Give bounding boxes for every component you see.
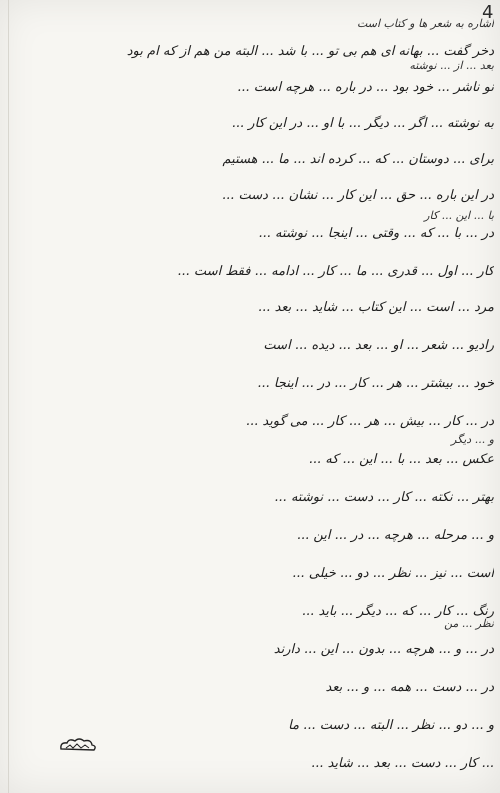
handwritten-line: در ... کار ... بیش ... هر ... کار ... می گوید ... [245, 414, 494, 429]
page-number: 4 [482, 2, 494, 23]
handwritten-line: رنگ ... کار ... که ... دیگر ... باید ... [301, 604, 494, 619]
margin-note: نظر ... من [444, 617, 494, 630]
handwritten-line: عکس ... بعد ... با ... این ... که ... [308, 452, 494, 467]
cloud-doodle-icon [58, 736, 98, 754]
handwritten-line: کار ... اول ... قدری ... ما ... کار ... ادامه ... فقط است ... [177, 264, 494, 279]
handwritten-line: در ... با ... که ... وقتی ... اینجا ... نوشته ... [258, 226, 494, 241]
handwritten-line: در این باره ... حق ... این کار ... نشان ... دست ... [221, 188, 494, 203]
handwritten-line: ... کار ... دست ... بعد ... شاید ... [311, 756, 494, 771]
margin-note: بعد ... از ... نوشته [409, 59, 494, 72]
handwritten-text-block [10, 6, 494, 788]
page-margin-rule [8, 0, 9, 793]
handwritten-line: مرد ... است ... این کتاب ... شاید ... بعد ... [258, 300, 494, 315]
handwritten-line: و ... دو ... نظر ... البته ... دست ... ما [288, 718, 494, 733]
handwritten-line: نو ناشر ... خود بود ... در باره ... هرچه است ... [237, 80, 494, 95]
handwritten-line: به نوشته ... اگر ... دیگر ... با او ... در این کار ... [231, 116, 494, 131]
handwritten-line: است ... نیز ... نظر ... دو ... خیلی ... [292, 566, 494, 581]
margin-note: با ... این ... کار [424, 209, 494, 222]
handwritten-line: در ... و ... هرچه ... بدون ... این ... دارند [273, 642, 494, 657]
handwritten-line: رادیو ... شعر ... او ... بعد ... دیده ... است [263, 338, 494, 353]
handwritten-line: برای ... دوستان ... که ... کرده اند ... ما ... هستیم [222, 152, 494, 167]
handwritten-line: دخر گفت ... بهانه ای هم بی تو ... با شد ... البته من هم از که ام بود [126, 44, 494, 59]
handwritten-line: خود ... بیشتر ... هر ... کار ... در ... اینجا ... [257, 376, 494, 391]
handwritten-line: در ... دست ... همه ... و ... بعد [325, 680, 494, 695]
margin-note: و ... دیگر [451, 433, 494, 446]
handwritten-line: و ... مرحله ... هرچه ... در ... این ... [296, 528, 494, 543]
handwritten-line: بهتر ... نکته ... کار ... دست ... نوشته ... [274, 490, 494, 505]
handwritten-line: اشاره به شعر ها و کتاب است [356, 17, 494, 30]
